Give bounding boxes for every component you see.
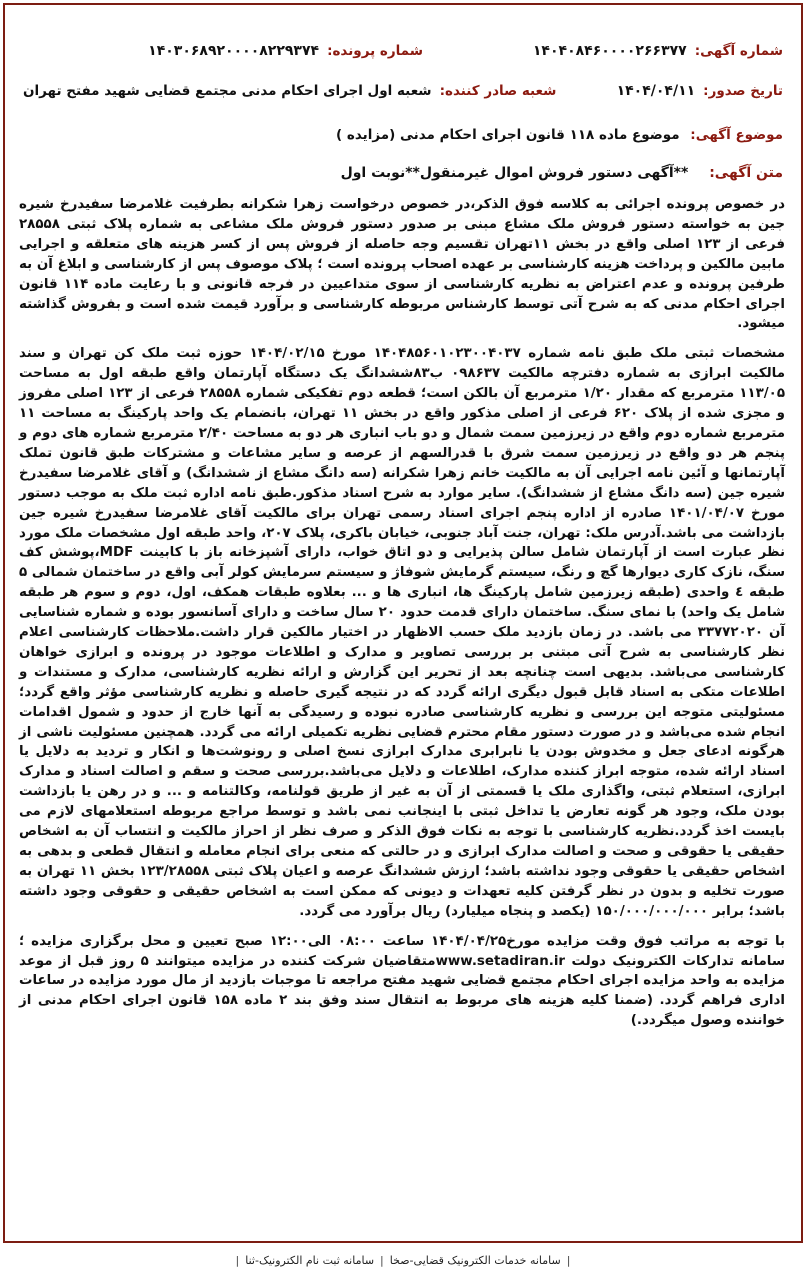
notice-subject [23,127,783,143]
file-number-cell [23,43,423,59]
subject-value: موضوع ماده ۱۱۸ قانون اجرای احکام مدنی (مزایده ) [336,127,680,143]
body-paragraph-details: مشخصات ثبتی ملک طبق نامه شماره ۱۴۰۴۸۵۶۰۱۰۲۳۰۰۴۰۳۷ مورخ ۱۴۰۴/۰۲/۱۵ حوزه ثبت ملک کن تهران و سند مالکیت ابرازی به شماره دفترچه مالکیت ۰۹۸۶۳۷ ب۸۳ششدانگ یک دستگاه آپارتمان واقع طبقه اول به مساحت ۱۱۳/۰۵ مترمربع که مقدار ۱/۲۰ مترمربع آن بالکن است؛ قطعه دوم تفکیکی شماره ۲۸۵۵۸ فرعی از ۱۲۳ اصلی مفروز و مجزی شده از پلاک ۶۲۰ فرعی از اصلی مذکور واقع در بخش ۱۱ تهران، بانضمام یک واحد پارکینگ به مساحت ۱۱ مترمربع شماره دوم واقع در زیرزمین سمت شمال و دو باب انباری هر دو به مساحت ۲/۴۰ مترمربع شماره های دوم و پنجم هر دو واقع در زیرزمین سمت شرق با قدرالسهم از عرصه و سایر مشاعات و مشترکات طبق قانون تملک آپارتمانها و آئین نامه اجرایی آن به مالکیت خانم زهرا شکرانه (سه دانگ مشاع از ششدانگ) و آقای غلامرضا سفیدرخ شیره جین (سه دانگ مشاع از ششدانگ). سایر موارد به شرح اسناد مذکور.طبق نامه اداره ثبت ملک به موجب دستور مورخ ۱۴۰۱/۰۴/۰۷ صادره از اداره پنجم اجرای اسناد رسمی تهران برای مالکیت آقای غلامرضا سفیدرخ شیره جین بازداشت می باشد.آدرس ملک: تهران، جنت آباد جنوبی، خیابان باکری، پلاک ۲۰۷، واحد طبقه اول مشخصات ملک مورد نظر عبارت است از آپارتمان شامل سالن پذیرایی و دو اتاق خواب، دارای آشپزخانه باز با کابینت MDF،پوشش کف سنگ، نازک کاری دیوارها گچ و رنگ، سیستم گرمایش شوفاژ و سیستم سرمایش کولر آبی واقع در ساختمان شمالی ۵ طبقه ٤ واحدی (طبقه زیرزمین شامل پارکینگ ها، انباری ها و ... بعلاوه طبقات همکف، اول، دوم و سوم هر طبقه شامل یک واحد) با نمای سنگ. ساختمان دارای قدمت حدود ۲۰ سال ساخت و دارای آسانسور بوده و شماره شناسایی آن ۳۳۷۷۲۰۲۰ می باشد. در زمان بازدید ملک حسب الاظهار در اختیار مالکین قرار داشت.ملاحظات کارشناسی اعلام نظر کارشناسی به شرح آتی مبتنی بر بررسی تصاویر و مدارک و اطلاعات موجود در پرونده و ابرازی خواهان کارشناسی می‌باشد. بدیهی است چنانچه بعد از تحریر این گزارش و ارائه نظریه کارشناسی، مدارک و مستندات و اطلاعات متکی به اسناد قابل قبول دیگری ارائه گردد که در نتیجه گیری حاصله و نظریه کارشناسی مؤثر واقع گردد؛ مسئولیتی متوجه این بررسی و نظریه کارشناسی صادره نبوده و رسیدگی به آنها خارج از حدود و شمول اقدامات انجام شده می‌باشد و در صورت دستور مقام محترم قضایی نظریه تکمیلی ارائه می گردد. همچنین مسئولیت ناشی از هرگونه ادعای جعل و مخدوش بودن یا نابرابری مدارک ابرازی نسخ اصلی و رونوشت‌ها و انکار و تردید به دلایل یا اسناد ارائه شده، متوجه ابراز کننده مدارک، اطلاعات و دلایل می‌باشد.بررسی صحت و سقم و اصالت اسناد و مدارک ابرازی، استعلام ثبتی، واگذاری ملک یا قسمتی از آن به غیر از طریق قولنامه، وکالتنامه و ... و در رهن یا بازداشت بودن ملک، وجود هر گونه تعارض یا تداخل ثبتی با اینجانب نمی باشد و توسط مراجع مربوطه استعلامهای لازم می بایست اخذ گردد.نظریه کارشناسی با توجه به نکات فوق الذکر و صرف نظر از احراز مالکیت و انتساب آن به اشخاص حقیقی یا حقوقی و صحت و اصالت مدارک ابرازی و در حالتی که منعی برای انجام معامله و انتقال قطعی و بدهی به اشخاص حقیقی یا حقوقی وجود نداشته باشد؛ ارزش ششدانگ عرصه و اعیان پلاک ثبتی ۱۲۳/۲۸۵۵۸ بخش ۱۱ تهران به صورت تخلیه و بدون در نظر گرفتن کلیه تعهدات و دیونی که ممکن است به اشخاص حقیقی و حقوقی وجود داشته باشد؛ برابر ۱۵۰/۰۰۰/۰۰۰/۰۰۰ (یکصد و پنجاه میلیارد) ریال برآورد می گردد. [19,346,786,919]
issuer-label: شعبه صادر کننده: [439,83,557,99]
body-paragraph-intro: در خصوص پرونده اجرائی به کلاسه فوق الذکر،در خصوص درخواست زهرا شکرانه بطرفیت غلامرضا سفیدرخ شیره جین به خواسته دستور فروش ملک مشاع مبنی بر صدور دستور فروش ملک مشاعی به شماره پلاک ثبتی ۲۸۵۵۸ فرعی از ۱۲۳ اصلی واقع در بخش ۱۱تهران تقسیم وجه حاصله از فروش پس از کسر هزینه های متعلقه و اجرایی مابین مالکین و پرداخت هزینه کارشناسی بر عهده اصحاب پرونده است ؛ پلاک موصوف پس از کارشناسی و ابلاغ آن به طرفین پرونده و عدم اعتراض به نظریه کارشناسی از سوی متداعیین در فرجه قانونی و با رعایت ماده ۱۱۴ قانون اجرای احکام مدنی که به شرح آتی توسط کارشناس مربوطه کارشناسی و برآورد قیمت شده است و بفروش گذاشته میشود. [19,197,785,332]
body-paragraph-auction: با توجه به مراتب فوق وقت مزایده مورخ۱۴۰۴/۰۴/۲۵ ساعت ۰۸:۰۰ الی۱۲:۰۰ صبح تعیین و محل برگزاری مزایده ؛سامانه تدارکات الکترونیک دولت www.setadiran.irمتقاضیان شرکت کننده در مزایده میتوانند ۵ روز قبل از موعد مزایده به واحد مزایده اجرای احکام مجتمع قضایی شهید مفتح مراجعه تا موجبات بازدید از مال مورد مزایده در ساعات اداری فراهم گردد. (ضمنا کلیه هزینه های مربوط به انتقال سند وفق بند ۲ ماده ۱۵۸ قانون اجرای احکام مدنی از خواننده وصول میگردد.) [19,933,785,1029]
issue-date-label: تاریخ صدور: [703,83,783,99]
footer-separator: | [235,1254,240,1267]
header-row-date-issuer [23,79,783,103]
notice-body [19,195,785,1041]
notice-text-heading [23,165,783,181]
footer-link-sana[interactable]: سامانه ثبت نام الکترونیک-ثنا [245,1254,375,1267]
file-number-value: ۱۴۰۳۰۶۸۹۲۰۰۰۰۸۲۲۹۳۷۴ [148,43,320,59]
issue-date-cell [556,83,783,99]
notice-headline: **آگهی دستور فروش اموال غیرمنقول**نوبت اول [340,165,689,181]
notice-number-value: ۱۴۰۴۰۸۴۶۰۰۰۰۲۶۶۳۷۷ [532,43,687,59]
issuer-value: شعبه اول اجرای احکام مدنی مجتمع قضایی شهید مفتح تهران [23,83,432,99]
subject-label: موضوع آگهی: [690,127,783,143]
footer-separator: | [566,1254,571,1267]
footer-separator: | [380,1254,384,1267]
notice-number-cell [423,43,783,59]
notice-frame [3,3,803,1243]
issuer-cell [23,83,556,99]
text-label: متن آگهی: [709,165,783,181]
file-number-label: شماره پرونده: [327,43,423,59]
footer-links [32,1254,774,1267]
header-row-numbers [23,39,783,63]
footer-link-sakha[interactable]: سامانه خدمات الکترونیک قضایی-صخا [389,1254,561,1267]
issue-date-value: ۱۴۰۴/۰۴/۱۱ [616,83,696,99]
notice-number-label: شماره آگهی: [694,43,783,59]
